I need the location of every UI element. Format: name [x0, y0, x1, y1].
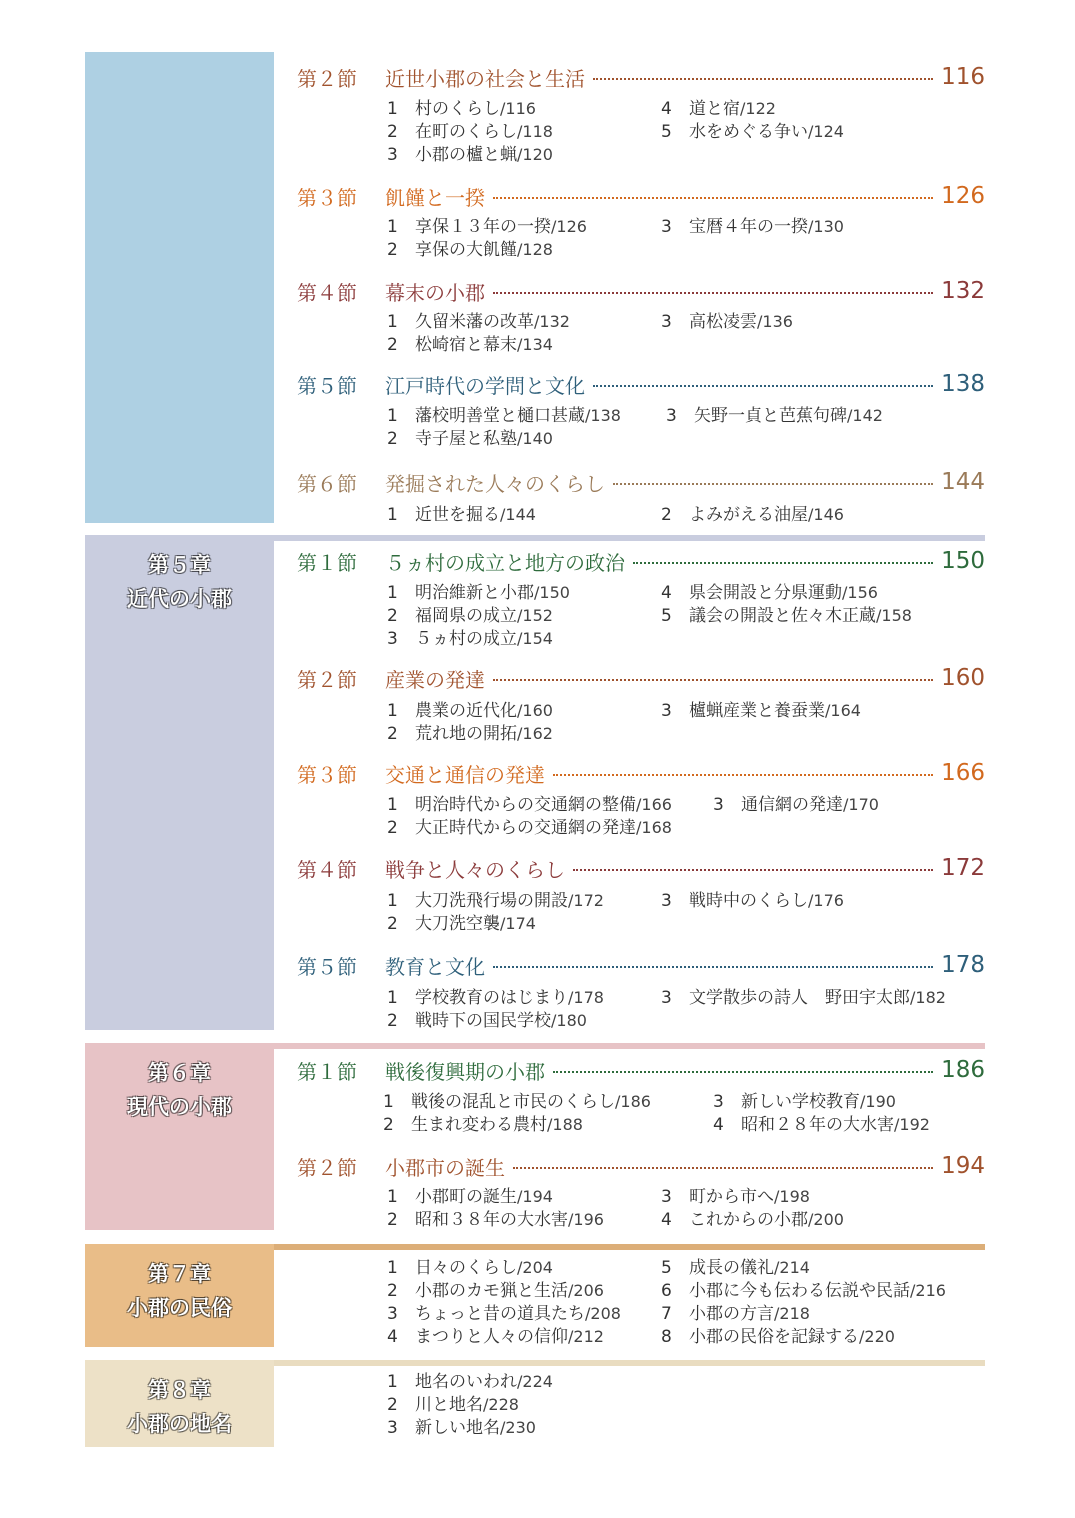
chapter-title: 小郡の民俗 [127, 1296, 232, 1320]
toc-item-page: /194 [517, 1187, 553, 1206]
toc-item-number: 2 [387, 1011, 398, 1031]
toc-item-number: 1 [387, 505, 398, 525]
toc-item-title: 櫨蝋産業と養蚕業 [689, 701, 825, 721]
toc-item[interactable] [387, 605, 553, 627]
section-heading[interactable] [297, 369, 985, 399]
toc-item[interactable] [387, 628, 553, 650]
toc-item-title: 町から市へ [689, 1187, 774, 1207]
toc-item-title: 成長の儀礼 [689, 1258, 774, 1278]
toc-item-title: 日々のくらし [415, 1258, 517, 1278]
toc-item-title: 県会開設と分県運動 [689, 583, 842, 603]
toc-item-title: 地名のいわれ [415, 1372, 517, 1392]
toc-item-number: 3 [713, 795, 724, 815]
toc-item-page: /136 [757, 312, 793, 331]
toc-item-page: /170 [843, 795, 879, 814]
toc-item-title: これからの小郡 [689, 1210, 808, 1230]
toc-item-page: /172 [568, 891, 604, 910]
toc-item-number: 1 [387, 891, 398, 911]
toc-item-page: /206 [568, 1281, 604, 1300]
chapter-label [85, 1056, 274, 1124]
toc-item-page: /138 [585, 406, 621, 425]
toc-item-title: 享保の大飢饉 [415, 240, 517, 260]
toc-item-number: 3 [661, 217, 672, 237]
section-heading[interactable] [297, 62, 985, 92]
toc-item-title: 農業の近代化 [415, 701, 517, 721]
leader-dots [553, 774, 933, 776]
toc-item-number: 3 [666, 406, 677, 426]
toc-item-page: /214 [774, 1258, 810, 1277]
chapter-title: 小郡の地名 [127, 1412, 232, 1436]
toc-item-title: 通信網の発達 [741, 795, 843, 815]
toc-item-title: よみがえる油屋 [689, 505, 808, 525]
toc-item-number: 4 [713, 1115, 724, 1135]
toc-item-number: 5 [661, 606, 672, 626]
toc-item-page: /140 [517, 429, 553, 448]
toc-item-page: /196 [568, 1210, 604, 1229]
toc-item[interactable] [387, 700, 553, 722]
section-heading[interactable] [297, 276, 985, 306]
section-title: ５ヵ村の成立と地方の政治 [385, 550, 625, 575]
leader-dots [573, 869, 933, 871]
toc-item-number: 3 [661, 891, 672, 911]
toc-item[interactable] [661, 582, 878, 604]
toc-item-title: 明治維新と小郡 [415, 583, 534, 603]
toc-item-number: 1 [387, 312, 398, 332]
toc-item-page: /158 [876, 606, 912, 625]
leader-dots [493, 966, 933, 968]
chapter-number: 第６章 [148, 1061, 211, 1085]
toc-item[interactable] [387, 121, 553, 143]
chapter-number: 第７章 [148, 1262, 211, 1286]
toc-item-number: 6 [661, 1281, 672, 1301]
section-number: 第４節 [297, 280, 357, 305]
toc-item-title: 久留米藩の改革 [415, 312, 534, 332]
section-page: 150 [941, 548, 985, 574]
toc-item-number: 1 [387, 795, 398, 815]
leader-dots [553, 1071, 933, 1073]
toc-item-title: 藩校明善堂と樋口甚蔵 [415, 406, 585, 426]
chapter7-rule [274, 1244, 985, 1250]
toc-item[interactable] [387, 216, 587, 238]
chapter-label [85, 1373, 274, 1441]
toc-item-title: 福岡県の成立 [415, 606, 517, 626]
section-heading[interactable] [297, 1055, 985, 1085]
toc-item-page: /180 [551, 1011, 587, 1030]
toc-item[interactable] [387, 1186, 553, 1208]
toc-item-page: /168 [636, 818, 672, 837]
section-heading[interactable] [297, 950, 985, 980]
toc-item[interactable] [661, 121, 844, 143]
toc-item-page: /122 [740, 99, 776, 118]
leader-dots [493, 679, 933, 681]
toc-item[interactable] [387, 239, 553, 261]
section-title: 戦後復興期の小郡 [385, 1059, 545, 1084]
toc-item-number: 5 [661, 1258, 672, 1278]
toc-item-title: 戦後の混乱と市民のくらし [411, 1092, 615, 1112]
toc-item-number: 2 [387, 1281, 398, 1301]
toc-item[interactable] [383, 1091, 651, 1113]
section-heading[interactable] [297, 853, 985, 883]
toc-item[interactable] [666, 405, 883, 427]
section-number: 第２節 [297, 1155, 357, 1180]
toc-item-number: 4 [661, 583, 672, 603]
toc-item-number: 1 [387, 1258, 398, 1278]
toc-item-title: 道と宿 [689, 99, 740, 119]
toc-item[interactable] [713, 794, 879, 816]
toc-item[interactable] [383, 1114, 583, 1136]
section-title: 近世小郡の社会と生活 [385, 66, 585, 91]
toc-item-number: 2 [387, 914, 398, 934]
toc-item-page: /142 [847, 406, 883, 425]
toc-item-title: 高松凌雲 [689, 312, 757, 332]
toc-item-number: 2 [387, 122, 398, 142]
toc-item-title: 松崎宿と幕末 [415, 335, 517, 355]
toc-item-page: /144 [500, 505, 536, 524]
toc-item-title: 荒れ地の開拓 [415, 724, 517, 744]
section-number: 第４節 [297, 857, 357, 882]
section-title: 交通と通信の発達 [385, 762, 545, 787]
toc-item-page: /162 [517, 724, 553, 743]
section-page: 194 [941, 1153, 985, 1179]
toc-item-number: 3 [387, 145, 398, 165]
toc-item-title: まつりと人々の信仰 [415, 1327, 568, 1347]
section-number: 第５節 [297, 373, 357, 398]
section-page: 186 [941, 1057, 985, 1083]
leader-dots [593, 78, 933, 80]
section-number: 第６節 [297, 471, 357, 496]
toc-item[interactable] [387, 1010, 587, 1032]
section-heading[interactable] [297, 1151, 985, 1181]
toc-item-number: 8 [661, 1327, 672, 1347]
toc-item[interactable] [387, 1280, 604, 1302]
toc-item-title: 大刀洗飛行場の開設 [415, 891, 568, 911]
toc-item-number: 2 [387, 818, 398, 838]
section-number: 第２節 [297, 667, 357, 692]
toc-item-number: 2 [387, 240, 398, 260]
section-title: 小郡市の誕生 [385, 1155, 505, 1180]
toc-item-page: /116 [500, 99, 536, 118]
section-title: 発掘された人々のくらし [385, 471, 605, 496]
section-page: 138 [941, 371, 985, 397]
toc-item-title: 水をめぐる争い [689, 122, 808, 142]
leader-dots [493, 292, 933, 294]
toc-item-page: /200 [808, 1210, 844, 1229]
toc-item[interactable] [661, 1303, 810, 1325]
section-number: 第５節 [297, 954, 357, 979]
toc-item-page: /192 [894, 1115, 930, 1134]
toc-item[interactable] [661, 1326, 895, 1348]
toc-item-number: 2 [661, 505, 672, 525]
section-page: 144 [941, 469, 985, 495]
toc-item-title: 在町のくらし [415, 122, 517, 142]
toc-item-number: 4 [661, 1210, 672, 1230]
leader-dots [513, 1167, 933, 1169]
section-page: 126 [941, 183, 985, 209]
toc-item[interactable] [661, 987, 946, 1009]
toc-item-number: 1 [387, 406, 398, 426]
toc-item-number: 3 [713, 1092, 724, 1112]
toc-item-title: 宝暦４年の一揆 [689, 217, 808, 237]
toc-item-number: 2 [387, 335, 398, 355]
section-number: 第３節 [297, 762, 357, 787]
chapter5-rule [274, 535, 985, 541]
toc-item-page: /190 [860, 1092, 896, 1111]
toc-item-title: 生まれ変わる農村 [411, 1115, 547, 1135]
toc-item-page: /198 [774, 1187, 810, 1206]
toc-item[interactable] [387, 817, 672, 839]
toc-item[interactable] [387, 723, 553, 745]
toc-item[interactable] [661, 1280, 946, 1302]
toc-item-page: /150 [534, 583, 570, 602]
toc-item-title: 明治時代からの交通網の整備 [415, 795, 636, 815]
toc-item-title: 矢野一貞と芭蕉句碑 [694, 406, 847, 426]
toc-item-page: /218 [774, 1304, 810, 1323]
toc-item[interactable] [713, 1091, 896, 1113]
toc-item[interactable] [387, 98, 536, 120]
toc-item-page: /152 [517, 606, 553, 625]
toc-item[interactable] [387, 405, 621, 427]
toc-item-title: 新しい学校教育 [741, 1092, 860, 1112]
toc-item[interactable] [661, 311, 793, 333]
section-heading[interactable] [297, 546, 985, 576]
chapter-label [85, 548, 274, 616]
toc-item-page: /220 [859, 1327, 895, 1346]
toc-item-title: 寺子屋と私塾 [415, 429, 517, 449]
toc-item-number: 2 [387, 429, 398, 449]
leader-dots [493, 197, 933, 199]
section-heading[interactable] [297, 467, 985, 497]
toc-item-page: /166 [636, 795, 672, 814]
toc-item-title: 戦時中のくらし [689, 891, 808, 911]
section-title: 戦争と人々のくらし [385, 857, 565, 882]
toc-item-number: 1 [387, 583, 398, 603]
toc-item[interactable] [387, 428, 553, 450]
toc-item-title: 小郡に今も伝わる伝説や民話 [689, 1281, 910, 1301]
toc-item-page: /126 [551, 217, 587, 236]
toc-item-page: /182 [910, 988, 946, 1007]
toc-item-number: 1 [387, 701, 398, 721]
toc-item-number: 2 [387, 1210, 398, 1230]
toc-item-page: /204 [517, 1258, 553, 1277]
toc-item[interactable] [387, 987, 604, 1009]
toc-item-number: 3 [661, 988, 672, 1008]
toc-item-title: 小郡の方言 [689, 1304, 774, 1324]
toc-item-title: 新しい地名 [415, 1418, 500, 1438]
toc-item-page: /216 [910, 1281, 946, 1300]
toc-item-title: 享保１３年の一揆 [415, 217, 551, 237]
toc-item[interactable] [387, 334, 553, 356]
toc-item-number: 2 [387, 724, 398, 744]
toc-item[interactable] [661, 605, 912, 627]
toc-item-page: /224 [517, 1372, 553, 1391]
toc-item-number: 4 [661, 99, 672, 119]
toc-item-title: 大刀洗空襲 [415, 914, 500, 934]
toc-item-number: 1 [387, 988, 398, 1008]
toc-item-title: 戦時下の国民学校 [415, 1011, 551, 1031]
toc-item[interactable] [387, 504, 536, 526]
toc-item-page: /178 [568, 988, 604, 1007]
chapter6-rule [274, 1043, 985, 1049]
toc-item-title: 議会の開設と佐々木正蔵 [689, 606, 876, 626]
section-heading[interactable] [297, 181, 985, 211]
toc-item[interactable] [713, 1114, 930, 1136]
toc-item[interactable] [387, 890, 604, 912]
section-page: 160 [941, 665, 985, 691]
toc-item-title: 小郡のカモ猟と生活 [415, 1281, 568, 1301]
toc-item[interactable] [661, 1186, 810, 1208]
toc-item-number: 2 [383, 1115, 394, 1135]
toc-item-page: /130 [808, 217, 844, 236]
toc-item-page: /154 [517, 629, 553, 648]
chapter8-rule [274, 1360, 985, 1366]
section-title: 江戸時代の学問と文化 [385, 373, 585, 398]
toc-item-number: 7 [661, 1304, 672, 1324]
toc-item-page: /160 [517, 701, 553, 720]
toc-item[interactable] [661, 1257, 810, 1279]
toc-item-page: /186 [615, 1092, 651, 1111]
toc-item[interactable] [661, 890, 844, 912]
toc-item-title: 川と地名 [415, 1395, 483, 1415]
section-page: 116 [941, 64, 985, 90]
toc-item-title: 近世を掘る [415, 505, 500, 525]
toc-item-page: /132 [534, 312, 570, 331]
section-number: 第１節 [297, 1059, 357, 1084]
toc-item[interactable] [387, 1257, 553, 1279]
toc-item-page: /174 [500, 914, 536, 933]
toc-item-title: 小郡の櫨と蝋 [415, 145, 517, 165]
section-page: 166 [941, 760, 985, 786]
toc-item-page: /188 [547, 1115, 583, 1134]
toc-item[interactable] [387, 794, 672, 816]
toc-item-number: 3 [661, 1187, 672, 1207]
leader-dots [633, 562, 933, 564]
toc-item-page: /134 [517, 335, 553, 354]
toc-item-page: /156 [842, 583, 878, 602]
toc-item[interactable] [387, 582, 570, 604]
toc-item-title: ５ヵ村の成立 [415, 629, 517, 649]
leader-dots [613, 483, 933, 485]
toc-item-title: 昭和３８年の大水害 [415, 1210, 568, 1230]
toc-item-page: /208 [585, 1304, 621, 1323]
section-number: 第３節 [297, 185, 357, 210]
toc-item-page: /118 [517, 122, 553, 141]
section-page: 132 [941, 278, 985, 304]
toc-item-title: 文学散歩の詩人 野田宇太郎 [689, 988, 910, 1008]
toc-item[interactable] [387, 1394, 519, 1416]
toc-item-title: 大正時代からの交通網の発達 [415, 818, 636, 838]
toc-item-number: 2 [387, 1395, 398, 1415]
section-number: 第２節 [297, 66, 357, 91]
chapter-label [85, 1257, 274, 1325]
toc-item-title: 小郡の民俗を記録する [689, 1327, 859, 1347]
toc-item-page: /212 [568, 1327, 604, 1346]
section-heading[interactable] [297, 663, 985, 693]
section-title: 産業の発達 [385, 667, 485, 692]
toc-item-page: /230 [500, 1418, 536, 1437]
toc-item-title: ちょっと昔の道具たち [415, 1304, 585, 1324]
leader-dots [593, 385, 933, 387]
toc-item[interactable] [387, 1371, 553, 1393]
chapter-title: 近代の小郡 [127, 587, 232, 611]
toc-item-page: /228 [483, 1395, 519, 1414]
toc-item-page: /146 [808, 505, 844, 524]
toc-item-number: 3 [387, 1418, 398, 1438]
toc-item[interactable] [661, 700, 861, 722]
toc-item-number: 1 [383, 1092, 394, 1112]
toc-item[interactable] [661, 504, 844, 526]
toc-item-title: 村のくらし [415, 99, 500, 119]
toc-item-number: 5 [661, 122, 672, 142]
section-title: 幕末の小郡 [385, 280, 485, 305]
toc-item[interactable] [387, 311, 570, 333]
toc-item[interactable] [387, 1209, 604, 1231]
section-page: 178 [941, 952, 985, 978]
toc-item-title: 学校教育のはじまり [415, 988, 568, 1008]
toc-item[interactable] [661, 216, 844, 238]
toc-item-number: 1 [387, 99, 398, 119]
section-title: 教育と文化 [385, 954, 485, 979]
chapter-title: 現代の小郡 [127, 1095, 232, 1119]
section-page: 172 [941, 855, 985, 881]
toc-item-page: /164 [825, 701, 861, 720]
toc-item-page: /120 [517, 145, 553, 164]
toc-item-number: 1 [387, 1372, 398, 1392]
chapter-number: 第８章 [148, 1378, 211, 1402]
section-number: 第１節 [297, 550, 357, 575]
toc-item-number: 3 [387, 1304, 398, 1324]
toc-item[interactable] [387, 913, 536, 935]
toc-item[interactable] [661, 98, 776, 120]
toc-item-number: 3 [661, 701, 672, 721]
toc-item-number: 4 [387, 1327, 398, 1347]
toc-item-number: 3 [661, 312, 672, 332]
toc-item-number: 1 [387, 1187, 398, 1207]
toc-item-number: 1 [387, 217, 398, 237]
toc-item-title: 昭和２８年の大水害 [741, 1115, 894, 1135]
toc-item-number: 2 [387, 606, 398, 626]
toc-item-page: /124 [808, 122, 844, 141]
section-heading[interactable] [297, 758, 985, 788]
chapter-number: 第５章 [148, 553, 211, 577]
toc-item-page: /128 [517, 240, 553, 259]
toc-item-title: 小郡町の誕生 [415, 1187, 517, 1207]
toc-item[interactable] [387, 144, 553, 166]
toc-item[interactable] [661, 1209, 844, 1231]
chapter4-band [85, 52, 274, 523]
toc-item[interactable] [387, 1417, 536, 1439]
toc-item-number: 3 [387, 629, 398, 649]
section-title: 飢饉と一揆 [385, 185, 485, 210]
toc-item[interactable] [387, 1326, 604, 1348]
toc-item[interactable] [387, 1303, 621, 1325]
toc-item-page: /176 [808, 891, 844, 910]
